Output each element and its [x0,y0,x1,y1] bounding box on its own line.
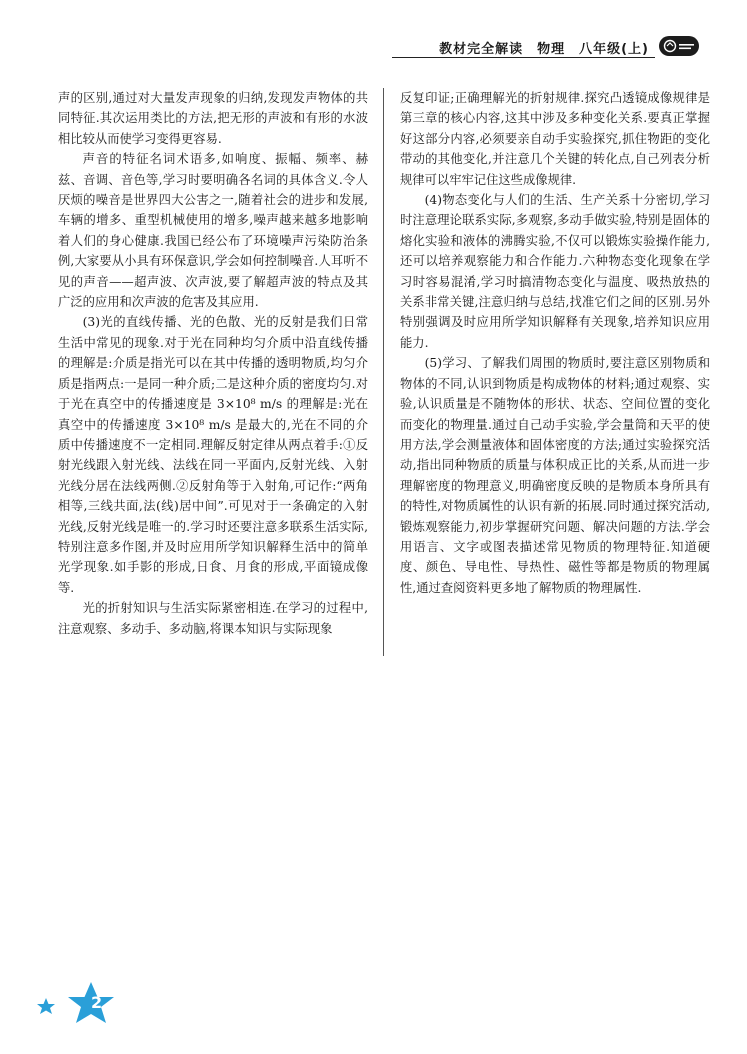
right-paragraph-2: (4)物态变化与人们的生活、生产关系十分密切,学习时注意理论联系实际,多观察,多动手做实验,特别是固体的熔化实验和液体的沸腾实验,不仅可以锻炼实验操作能力,还可以培养观察能力和合作能力.六种物态变化现象在学习时容易混淆,学习时搞清物态变化与温度、吸热放热的关系非常关键,注意归纳与总结,找准它们之间的区别.另外特别强调及时应用所学知识解释有关现象,培养知识应用能力. [400,193,710,350]
right-paragraph-1: 反复印证;正确理解光的折射规律.探究凸透镜成像规律是第三章的核心内容,这其中涉及多种变化关系.要真正掌握好这部分内容,必须要亲自动手实验探究,抓住物距的变化带动的其他变化,并注意几个关键的转化点,自己列表分析规律可以牢牢记住这些成像规律. [400,91,710,187]
right-paragraph-3: (5)学习、了解我们周围的物质时,要注意区别物质和物体的不同,认识到物质是构成物体的材料;通过观察、实验,认识质量是不随物体的形状、状态、空间位置的变化而变化的物理量.通过自己动手实验,学会量筒和天平的使用方法,学会测量液体和固体密度的方法;通过实验探究活动,指出同种物质的质量与体积成正比的关系,从而进一步理解密度的物理意义,明确密度反映的是物质本身所具有的特性,对物质属性的认识有新的拓展.同时通过探究活动,锻炼观察能力,初步掌握研究问题、解决问题的方法.学会用语言、文字或图表描述常见物质的物理特征.知道硬度、颜色、导电性、导热性、磁性等都是物质的物理属性,通过查阅资料更多地了解物质的物理属性. [400,356,710,595]
page-number: 2 [91,993,103,1012]
left-paragraph-3: (3)光的直线传播、光的色散、光的反射是我们日常生活中常见的现象.对于光在同种均匀介质中沿直线传播的理解是:介质是指光可以在其中传播的透明物质,均匀介质是指两点:一是同一种介质;二是这种介质的密度均匀.对于光在真空中的传播速度是 3×10⁸ m/s 的理解是:光在真空中的传播速度 3×10⁸ m/s 是最大的,光在不同的介质中传播速度不一定相同.理解反射定律从两点着手:①反射光线跟入射光线、法线在同一平面内,反射光线、入射光线分居在法线两侧.②反射角等于入射角,可记作:“两角相等,三线共面,法(线)居中间”.可见对于一条确定的入射光线,反射光线是唯一的.学习时还要注意多联系生活实际,特别注意多作图,并及时应用所学知识解释生活中的简单光学现象.如手影的形成,日食、月食的形成,平面镜成像等. [58,315,368,595]
left-paragraph-1: 声的区别,通过对大量发声现象的归纳,发现发声物体的共同特征.其次运用类比的方法,把无形的声波和有形的水波相比较从而使学习变得更容易. [58,91,368,146]
right-column [400,88,710,598]
left-paragraph-4: 光的折射知识与生活实际紧密相连.在学习的过程中,注意观察、多动手、多动脑,将课本知识与实际现象 [58,601,368,636]
left-paragraph-2: 声音的特征名词术语多,如响度、振幅、频率、赫兹、音调、音色等,学习时要明确各名词的具体含义.令人厌烦的噪音是世界四大公害之一,随着社会的进步和发展,车辆的增多、重型机械使用的增多,噪声越来越多地影响着人们的身心健康.我国已经公布了环境噪声污染防治条例,大家要从小具有环保意识,学会如何控制噪音.人耳听不见的声音——超声波、次声波,要了解超声波的特点及其广泛的应用和次声波的危害及其应用. [58,152,368,310]
publisher-logo-icon [659,36,699,56]
header-rule [392,57,655,58]
column-divider [383,88,384,656]
left-column [58,88,368,639]
star-badge-icon [34,980,124,1030]
header-title: 教材完全解读 物理 八年级(上) [439,42,649,57]
page-header [0,30,747,60]
